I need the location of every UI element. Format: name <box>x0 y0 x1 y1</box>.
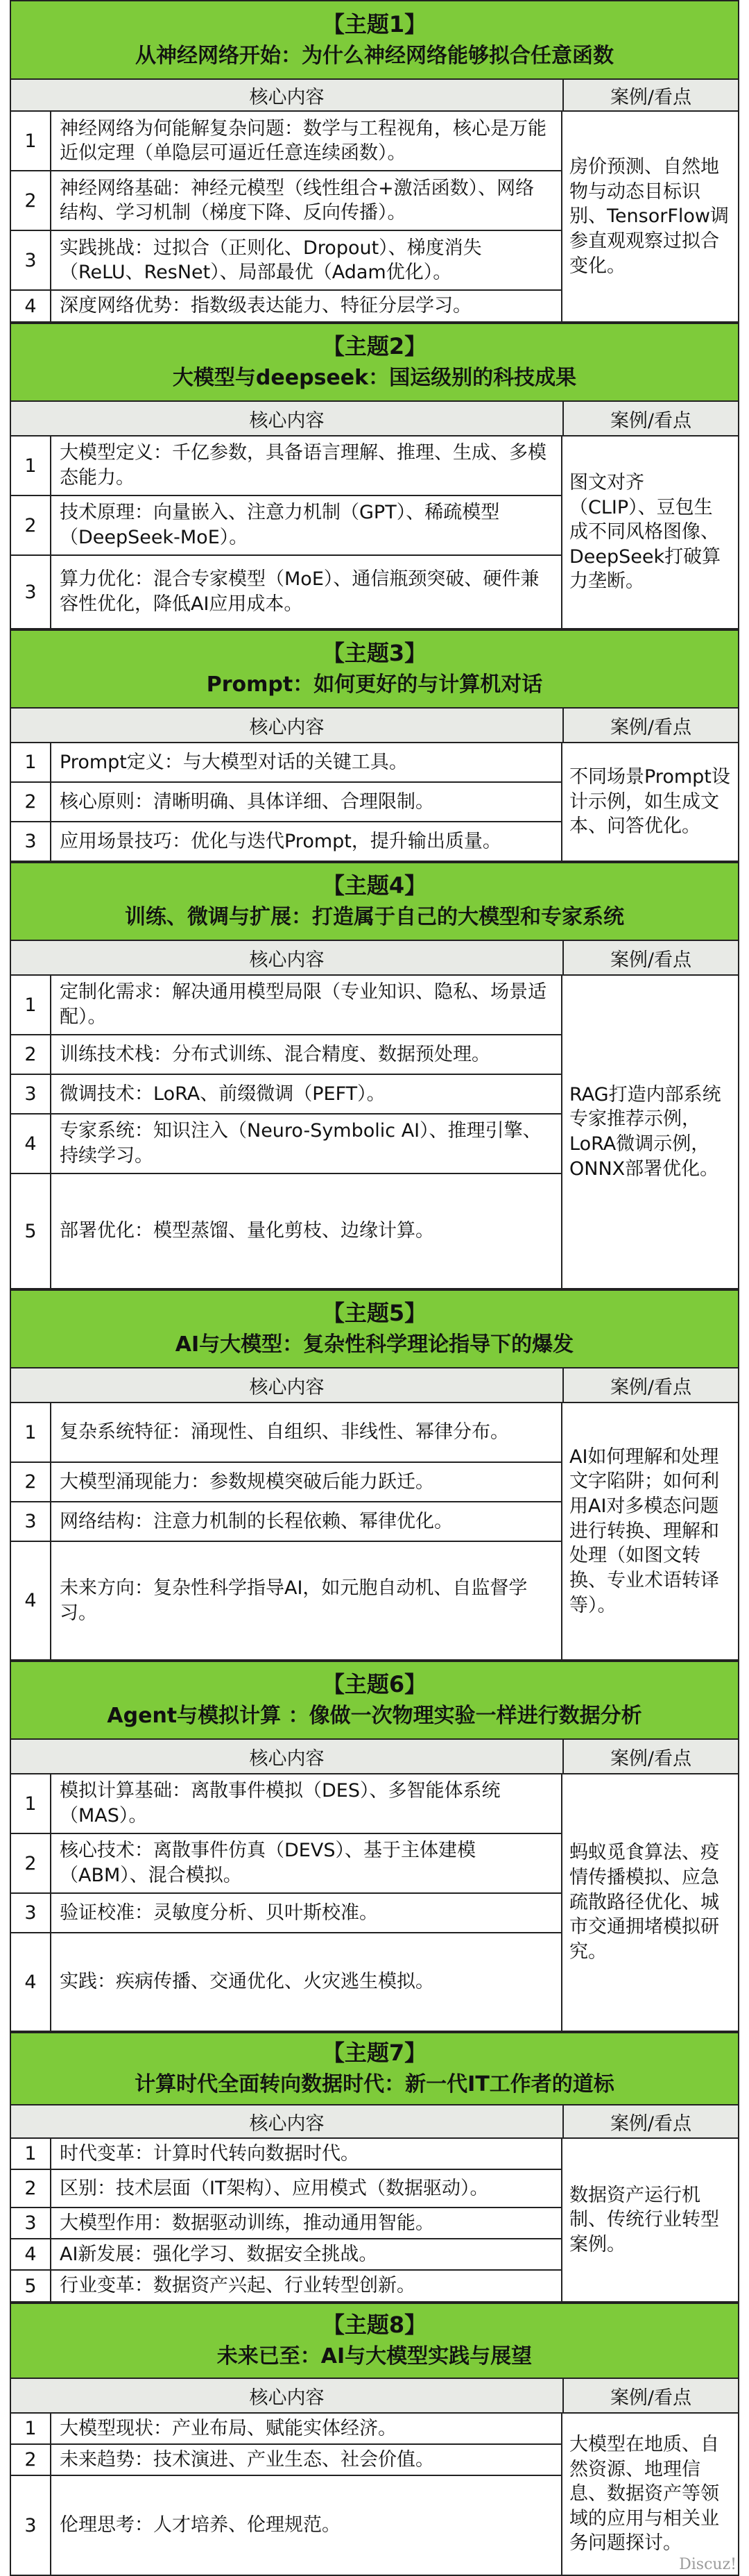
row-text: 神经网络基础：神经元模型（线性组合+激活函数）、网络结构、学习机制（梯度下降、反向传播）。 <box>60 177 535 224</box>
content-row <box>11 2271 561 2301</box>
content-row <box>11 1463 561 1502</box>
content-row <box>11 1542 561 1659</box>
topic-body <box>10 437 739 629</box>
row-text: AI新发展：强化学习、数据安全挑战。 <box>60 2244 378 2266</box>
content-row <box>11 743 561 783</box>
content-row <box>11 783 561 822</box>
topic-number: 【主题7】 <box>322 2040 427 2067</box>
content-row <box>11 2139 561 2170</box>
header-core-content: 核心内容 <box>11 402 564 435</box>
topic-section <box>10 1661 739 2032</box>
header-core-content: 核心内容 <box>11 1368 564 1402</box>
content-rows <box>11 1403 562 1659</box>
topic-number: 【主题8】 <box>322 2312 427 2339</box>
content-row <box>11 171 561 231</box>
row-number: 3 <box>11 2476 51 2575</box>
content-rows <box>11 112 562 321</box>
row-number: 2 <box>11 2445 51 2475</box>
row-number: 4 <box>11 291 51 321</box>
content-row <box>11 2445 561 2476</box>
content-row <box>11 1933 561 2031</box>
row-number: 1 <box>11 1774 51 1833</box>
topic-title-band <box>10 1661 739 1740</box>
row-text: 核心原则：清晰明确、具体详细、合理限制。 <box>60 790 434 813</box>
header-core-content: 核心内容 <box>11 2105 564 2137</box>
row-number: 4 <box>11 1542 51 1659</box>
row-text: 未来方向：复杂性科学指导AI，如元胞自动机、自监督学习。 <box>60 1577 528 1624</box>
table-header-row <box>10 80 739 112</box>
topic-body <box>10 2414 739 2576</box>
topic-title-band <box>10 323 739 402</box>
row-number: 2 <box>11 783 51 821</box>
content-row <box>11 1894 561 1933</box>
topic-body <box>10 2139 739 2303</box>
table-header-row <box>10 2379 739 2414</box>
header-case-highlight: 案例/看点 <box>610 86 692 108</box>
case-cell: 图文对齐（CLIP）、豆包生成不同风格图像、DeepSeek打破算力垄断。 <box>569 471 721 593</box>
content-rows <box>11 743 562 861</box>
row-number: 3 <box>11 231 51 289</box>
row-text: 模拟计算基础：离散事件模拟（DES）、多智能体系统（MAS）。 <box>60 1780 501 1827</box>
topic-title-band <box>10 862 739 941</box>
topic-number: 【主题2】 <box>322 333 427 360</box>
content-row <box>11 496 561 556</box>
header-core-content: 核心内容 <box>11 941 564 974</box>
content-row <box>11 1403 561 1463</box>
topic-section <box>10 2303 739 2576</box>
content-row <box>11 1834 561 1894</box>
row-text: 应用场景技巧：优化与迭代Prompt，提升输出质量。 <box>60 830 501 852</box>
table-header-row <box>10 1368 739 1403</box>
row-text: 算力优化：混合专家模型（MoE）、通信瓶颈突破、硬件兼容性优化，降低AI应用成本。 <box>60 568 540 615</box>
row-number: 3 <box>11 822 51 861</box>
header-case-highlight: 案例/看点 <box>610 2112 692 2135</box>
row-number: 1 <box>11 112 51 170</box>
row-text: 复杂系统特征：涌现性、自组织、非线性、幂律分布。 <box>60 1421 509 1443</box>
row-text: 微调技术：LoRA、前缀微调（PEFT）。 <box>60 1083 386 1105</box>
content-row <box>11 291 561 321</box>
content-row <box>11 437 561 496</box>
content-row <box>11 2208 561 2239</box>
case-cell: 数据资产运行机制、传统行业转型案例。 <box>569 2184 719 2255</box>
topic-title-band <box>10 2303 739 2379</box>
row-text: 专家系统：知识注入（Neuro-Symbolic AI）、推理引擎、持续学习。 <box>60 1120 542 1167</box>
topic-title-band <box>10 2032 739 2105</box>
header-case-highlight: 案例/看点 <box>610 716 692 738</box>
row-number: 1 <box>11 976 51 1034</box>
row-number: 2 <box>11 2170 51 2207</box>
row-text: 技术原理：向量嵌入、注意力机制（GPT）、稀疏模型（DeepSeek-MoE）。 <box>60 502 500 548</box>
row-number: 4 <box>11 2239 51 2269</box>
row-text: 核心技术：离散事件仿真（DEVS）、基于主体建模（ABM）、混合模拟。 <box>60 1840 476 1886</box>
topic-body <box>10 976 739 1289</box>
content-row <box>11 112 561 171</box>
row-text: 训练技术栈：分布式训练、混合精度、数据预处理。 <box>60 1043 490 1065</box>
row-text: 区别：技术层面（IT架构）、应用模式（数据驱动）。 <box>60 2178 489 2200</box>
topic-title: 未来已至：AI与大模型实践与展望 <box>216 2344 533 2369</box>
row-number: 1 <box>11 743 51 781</box>
row-text: 未来趋势：技术演进、产业生态、社会价值。 <box>60 2448 434 2471</box>
row-text: 伦理思考：人才培养、伦理规范。 <box>60 2514 341 2536</box>
row-number: 2 <box>11 171 51 230</box>
header-core-content: 核心内容 <box>11 1740 564 1773</box>
case-cell: 大模型在地质、自然资源、地理信息、数据资产等领域的应用与相关业务问题探讨。 <box>569 2433 719 2554</box>
row-number: 1 <box>11 2139 51 2169</box>
row-number: 3 <box>11 1502 51 1541</box>
row-number: 3 <box>11 2208 51 2238</box>
row-text: 深度网络优势：指数级表达能力、特征分层学习。 <box>60 295 472 317</box>
case-cell: 蚂蚁觅食算法、疫情传播模拟、应急疏散路径优化、城市交通拥堵模拟研究。 <box>569 1842 719 1963</box>
content-row <box>11 2239 561 2271</box>
header-core-content: 核心内容 <box>11 2379 564 2412</box>
row-number: 1 <box>11 437 51 495</box>
case-cell: RAG打造内部系统专家推荐示例，LoRA微调示例，ONNX部署优化。 <box>569 1083 721 1180</box>
content-row <box>11 2476 561 2575</box>
row-text: 网络结构：注意力机制的长程依赖、幂律优化。 <box>60 1510 453 1532</box>
row-text: 大模型涌现能力：参数规模突破后能力跃迁。 <box>60 1471 434 1493</box>
row-number: 1 <box>11 1403 51 1461</box>
content-row <box>11 2170 561 2208</box>
row-text: 时代变革：计算时代转向数据时代。 <box>60 2143 359 2165</box>
topic-number: 【主题3】 <box>322 640 427 667</box>
topic-title-band <box>10 1289 739 1368</box>
topic-section <box>10 0 739 323</box>
topic-number: 【主题6】 <box>322 1671 427 1698</box>
topic-number: 【主题5】 <box>322 1300 427 1327</box>
topic-body <box>10 743 739 862</box>
content-row <box>11 1502 561 1542</box>
row-number: 2 <box>11 1834 51 1892</box>
topic-section <box>10 629 739 862</box>
row-text: 定制化需求：解决通用模型局限（专业知识、隐私、场景适配）。 <box>60 981 546 1028</box>
header-core-content: 核心内容 <box>11 80 564 110</box>
content-row <box>11 1035 561 1075</box>
header-case-highlight: 案例/看点 <box>610 949 692 971</box>
watermark: Discuz! <box>679 2556 737 2573</box>
content-row <box>11 556 561 628</box>
table-header-row <box>10 1740 739 1774</box>
row-number: 3 <box>11 1894 51 1932</box>
content-rows <box>11 2139 562 2301</box>
row-number: 1 <box>11 2414 51 2443</box>
row-text: 实践挑战：过拟合（正则化、Dropout）、梯度消失（ReLU、ResNet）、局部最优（Adam优化）。 <box>60 237 482 284</box>
topic-title-band <box>10 0 739 80</box>
topic-title: Agent与模拟计算 ：像做一次物理实验一样进行数据分析 <box>107 1704 642 1729</box>
topic-section <box>10 2032 739 2303</box>
row-number: 4 <box>11 1115 51 1173</box>
topic-section <box>10 323 739 629</box>
content-row <box>11 976 561 1035</box>
row-text: 大模型定义：千亿参数，具备语言理解、推理、生成、多模态能力。 <box>60 442 546 489</box>
content-row <box>11 1075 561 1115</box>
case-cell: 不同场景Prompt设计示例，如生成文本、问答优化。 <box>569 766 730 838</box>
table-header-row <box>10 709 739 743</box>
row-text: 部署优化：模型蒸馏、量化剪枝、边缘计算。 <box>60 1220 434 1242</box>
content-row <box>11 1115 561 1174</box>
row-text: 行业变革：数据资产兴起、行业转型创新。 <box>60 2275 415 2297</box>
content-row <box>11 1174 561 1288</box>
table-header-row <box>10 2105 739 2139</box>
row-text: 大模型作用：数据驱动训练，推动通用智能。 <box>60 2212 434 2235</box>
content-row <box>11 2414 561 2445</box>
header-case-highlight: 案例/看点 <box>610 1376 692 1398</box>
content-rows <box>11 437 562 628</box>
topic-title: AI与大模型：复杂性科学理论指导下的爆发 <box>175 1332 574 1357</box>
row-text: 验证校准：灵敏度分析、贝叶斯校准。 <box>60 1901 378 1924</box>
topic-body <box>10 1403 739 1661</box>
header-case-highlight: 案例/看点 <box>610 1747 692 1770</box>
header-case-highlight: 案例/看点 <box>610 2387 692 2409</box>
content-rows <box>11 976 562 1288</box>
case-cell: AI如何理解和处理文字陷阱；如何利用AI对多模态问题进行转换、理解和处理（如图文转换、专业术语转译等）。 <box>569 1446 719 1616</box>
row-number: 4 <box>11 1933 51 2031</box>
row-number: 3 <box>11 556 51 628</box>
row-text: 大模型现状：产业布局、赋能实体经济。 <box>60 2417 397 2439</box>
topic-section <box>10 862 739 1289</box>
content-row <box>11 1774 561 1834</box>
header-core-content: 核心内容 <box>11 709 564 742</box>
row-number: 5 <box>11 1174 51 1288</box>
content-rows <box>11 1774 562 2031</box>
content-row <box>11 822 561 861</box>
topic-title: 训练、微调与扩展：打造属于自己的大模型和专家系统 <box>125 905 624 930</box>
row-number: 2 <box>11 1463 51 1501</box>
topic-section <box>10 1289 739 1661</box>
case-cell: 房价预测、自然地物与动态目标识别、TensorFlow调参直观观察过拟合变化。 <box>569 156 729 277</box>
topic-body <box>10 1774 739 2032</box>
topic-number: 【主题1】 <box>322 10 427 37</box>
content-rows <box>11 2414 562 2575</box>
table-header-row <box>10 402 739 437</box>
row-number: 3 <box>11 1075 51 1113</box>
topic-title-band <box>10 629 739 709</box>
topic-title: 计算时代全面转向数据时代：新一代IT工作者的道标 <box>135 2072 614 2097</box>
topic-title: 大模型与deepseek：国运级别的科技成果 <box>172 366 577 391</box>
row-text: Prompt定义：与大模型对话的关键工具。 <box>60 751 408 773</box>
table-header-row <box>10 941 739 976</box>
row-number: 5 <box>11 2271 51 2301</box>
topic-body <box>10 112 739 323</box>
row-number: 2 <box>11 1035 51 1074</box>
topic-title: 从神经网络开始：为什么神经网络能够拟合任意函数 <box>135 43 614 68</box>
row-text: 神经网络为何能解复杂问题：数学与工程视角，核心是万能近似定理（单隐层可逼近任意连续函数）。 <box>60 117 546 164</box>
row-number: 2 <box>11 496 51 554</box>
header-case-highlight: 案例/看点 <box>610 409 692 432</box>
content-row <box>11 231 561 291</box>
topic-number: 【主题4】 <box>322 872 427 899</box>
row-text: 实践：疾病传播、交通优化、火灾逃生模拟。 <box>60 1971 434 1993</box>
topic-title: Prompt：如何更好的与计算机对话 <box>206 672 543 697</box>
